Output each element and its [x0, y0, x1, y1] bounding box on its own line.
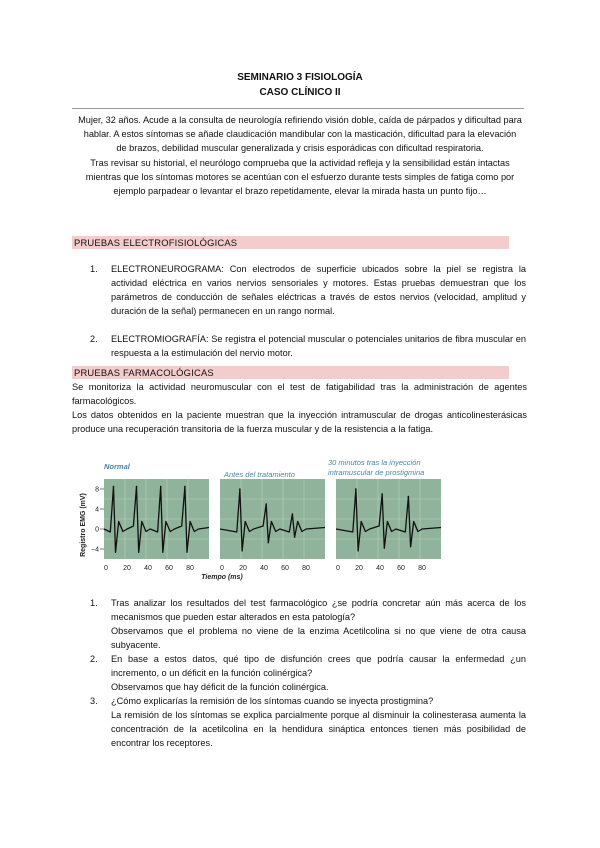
- panel-title-normal: Normal: [104, 462, 130, 471]
- x-tick-label: 80: [186, 565, 194, 572]
- emg-panel: [104, 479, 209, 559]
- x-tick-label: 80: [418, 565, 426, 572]
- title-divider: [72, 108, 524, 109]
- panel-title-after-line2: intramuscular de prostigmina: [328, 468, 425, 477]
- x-tick-label: 0: [336, 565, 340, 572]
- x-tick-label: 20: [239, 565, 247, 572]
- answer-text: Observamos que el problema no viene de la enzima Acetilcolina si no que viene de otra causa subyacente.: [111, 626, 526, 650]
- emg-peak-point: [408, 496, 410, 498]
- intro-paragraph-2: Tras revisar su historial, el neurólogo comprueba que la actividad refleja y la sensibilidad están intactas mientras que los síntomas motores se acentúan con el esfuerzo durante tests simples de fatiga como por ejemplo parpadear o levantar el brazo repetidamente, elevar la mirada hasta un punto fijo…: [85, 157, 515, 197]
- answer-text: La remisión de los síntomas se explica parcialmente porque al disminuir la colinesterasa aumenta la concentración de la acetilcolina en la hendidura sináptica entonces tienen más posibilidad de encontrar los receptores.: [111, 710, 526, 748]
- emg-chart: [72, 457, 452, 582]
- x-axis-label: Tiempo (ms): [201, 574, 243, 581]
- y-tick-label: 4: [95, 506, 99, 514]
- y-tick-label: 0: [95, 526, 99, 534]
- item-text: ELECTROMIOGRAFÍA: Se registra el potencial muscular o potenciales unitarios de fibra muscular en respuesta a la estimulación del nervio motor.: [111, 334, 526, 358]
- emg-peak-point: [184, 486, 186, 488]
- emg-peak-point: [239, 488, 241, 490]
- electro-list: [92, 262, 526, 360]
- question-text: En base a estos datos, qué tipo de disfunción crees que podría causar la enfermedad ¿un incremento, o un déficit en la función colinérgica?: [111, 654, 526, 678]
- item-text: ELECTRONEUROGRAMA: Con electrodos de superficie ubicados sobre la piel se registra la actividad eléctrica en varios nervios sensoriales y motores. Estas pruebas demuestran que los parámetros de conducción de señales eléctricas a través de estos nervios (velocidad, amplitud y duración de la señal) permanecen en un rango normal.: [111, 264, 526, 316]
- section-heading-electro: PRUEBAS ELECTROFISIOLÓGICAS: [72, 236, 509, 249]
- panel-title-before: Antes del tratamiento: [224, 470, 295, 479]
- x-tick-label: 20: [355, 565, 363, 572]
- x-tick-label: 0: [220, 565, 224, 572]
- x-tick-label: 60: [165, 565, 173, 572]
- y-axis-label: [80, 493, 87, 557]
- x-tick-label: 80: [302, 565, 310, 572]
- x-tick-label: 40: [144, 565, 152, 572]
- x-tick-label: 40: [260, 565, 268, 572]
- list-item: [92, 596, 526, 652]
- list-item: [92, 694, 526, 750]
- emg-peak-point: [355, 488, 357, 490]
- emg-peak-point: [160, 486, 162, 488]
- y-tick-label: −4: [91, 546, 99, 554]
- questions-list: [92, 596, 526, 750]
- panel-title-after-line1: 30 minutos tras la inyección: [328, 458, 421, 467]
- emg-panel: [220, 479, 325, 559]
- item-number: 1.: [90, 264, 98, 274]
- item-number: 3.: [90, 696, 98, 706]
- pharma-paragraph-2: Los datos obtenidos en la paciente muestran que la inyección intramuscular de drogas anticolinesterásicas produce una recuperación transitoria de la fuerza muscular y de la resistencia a la fatiga.: [72, 410, 527, 434]
- section-heading-pharma: PRUEBAS FARMACOLÓGICAS: [72, 366, 509, 379]
- case-intro: [78, 113, 522, 198]
- list-item: [92, 332, 526, 360]
- document-title: SEMINARIO 3 FISIOLOGÍA: [237, 72, 363, 83]
- list-item: [92, 652, 526, 694]
- emg-peak-point: [113, 486, 115, 488]
- x-tick-label: 0: [104, 565, 108, 572]
- question-text: Tras analizar los resultados del test farmacológico ¿se podría concretar aún más acerca de los mecanismos que pueden estar alterados en esta patología?: [111, 598, 526, 622]
- answer-text: Observamos que hay déficit de la función colinérgica.: [111, 682, 329, 692]
- emg-peak-point: [292, 513, 294, 515]
- svg-text:Registro EMG (mV): Registro EMG (mV): [80, 493, 87, 557]
- emg-panel: [336, 479, 441, 559]
- document-subtitle: CASO CLÍNICO II: [259, 87, 341, 98]
- x-axis-ticks: [104, 565, 426, 572]
- emg-peak-point: [136, 486, 138, 488]
- x-tick-label: 60: [281, 565, 289, 572]
- pharma-paragraph-1: Se monitoriza la actividad neuromuscular con el test de fatigabilidad tras la administración de agentes farmacológicos.: [72, 382, 527, 406]
- y-axis-ticks: [91, 487, 104, 554]
- item-number: 1.: [90, 598, 98, 608]
- item-number: 2.: [90, 654, 98, 664]
- x-tick-label: 40: [376, 565, 384, 572]
- item-number: 2.: [90, 334, 98, 344]
- list-item: [92, 262, 526, 318]
- emg-panels: [104, 479, 441, 559]
- question-text: ¿Cómo explicarías la remisión de los síntomas cuando se inyecta prostigmina?: [111, 696, 434, 706]
- x-tick-label: 60: [397, 565, 405, 572]
- x-tick-label: 20: [123, 565, 131, 572]
- y-tick-label: 8: [95, 486, 99, 494]
- emg-peak-point: [381, 493, 383, 495]
- intro-paragraph-1: Mujer, 32 años. Acude a la consulta de neurología refiriendo visión doble, caída de párpados y dificultad para hablar. A estos síntomas se añade claudicación mandibular con la masticación, dificultad para la elevación de brazos, debilidad muscular generalizada y crisis esporádicas con dificultad respiratoria.: [78, 115, 522, 154]
- emg-peak-point: [265, 503, 267, 505]
